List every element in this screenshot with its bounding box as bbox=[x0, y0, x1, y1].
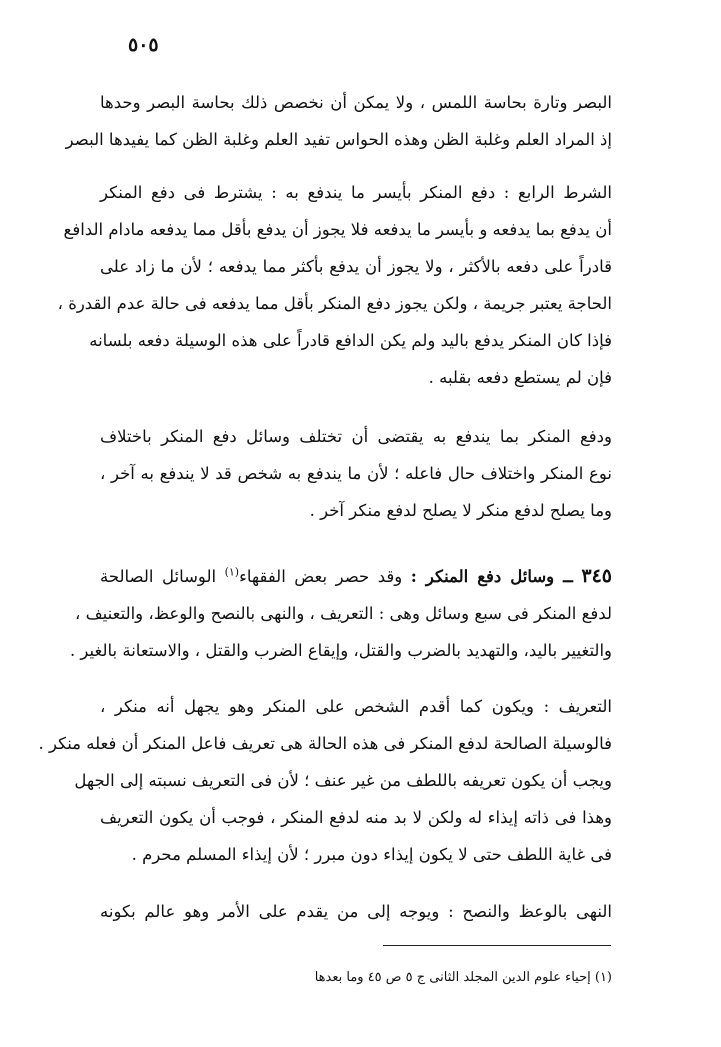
paragraph-means-differ bbox=[100, 418, 612, 529]
text-line: نوع المنكر واختلاف حال فاعله ؛ لأن ما يندفع به شخص قد لا يندفع به آخر ، bbox=[100, 464, 612, 483]
text-line: إذ المراد العلم وغلبة الظن وهذه الحواس تفيد العلم وغلبة الظن كما يفيدها البصر bbox=[65, 130, 612, 149]
footnote: (١) إحياء علوم الدين المجلد الثانى ج ٥ ص ٤٥ وما بعدها bbox=[314, 970, 612, 985]
text-line: فى غاية اللطف حتى لا يكون إيذاء دون مبرر ؛ لأن إيذاء المسلم محرم . bbox=[131, 845, 612, 864]
text-line: النهى بالوعظ والنصح : ويوجه إلى من يقدم على الأمر وهو عالم بكونه bbox=[100, 902, 612, 921]
paragraph-definition bbox=[38, 688, 612, 873]
section-intro-text: وقد حصر بعض الفقهاء bbox=[239, 567, 411, 586]
text-line: والتغيير باليد، والتهديد بالضرب والقتل، وإيقاع الضرب والقتل ، والاستعانة بالغير . bbox=[69, 641, 612, 660]
page-number: ٥٠٥ bbox=[128, 34, 159, 56]
text-line: وما يصلح لدفع منكر لا يصلح لدفع منكر آخر . bbox=[309, 501, 612, 520]
text-line: الشرط الرابع : دفع المنكر بأيسر ما يندفع به : يشترط فى دفع المنكر bbox=[100, 183, 612, 202]
text-line: الحاجة يعتبر جريمة ، ولكن يجوز دفع المنكر بأقل مما يدفعه فى حالة عدم القدرة ، bbox=[57, 294, 612, 313]
text-line: فإذا كان المنكر يدفع باليد ولم يكن الدافع قادراً على هذه الوسيلة دفعه بلسانه bbox=[89, 331, 612, 350]
text-line: ويجب أن يكون تعريفه باللطف من غير عنف ؛ لأن فى التعريف نسبته إلى الجهل bbox=[74, 771, 612, 790]
text-line: البصر وتارة بحاسة اللمس ، ولا يمكن أن نخصص ذلك بحاسة البصر وحدها bbox=[100, 93, 612, 112]
section-intro-tail: الوسائل الصالحة bbox=[100, 567, 225, 586]
paragraph-fourth-condition bbox=[57, 174, 612, 396]
text-line: أن يدفع بما يدفعه و بأيسر ما يدفعه فلا يجوز أن يدفع بأقل مما يدفعه مادام الدافع bbox=[63, 220, 612, 239]
text-line: قادراً على دفعه بالأكثر ، ولا يجوز أن يدفع بأكثر مما يدفعه ؛ لأن ما زاد على bbox=[100, 257, 612, 276]
text-line: لدفع المنكر فى سبع وسائل وهى : التعريف ، والنهى بالنصح والوعظ، والتعنيف ، bbox=[75, 604, 612, 623]
section-heading-line bbox=[100, 558, 612, 595]
text-line: التعريف : ويكون كما أقدم الشخص على المنكر وهو يجهل أنه منكر ، bbox=[100, 697, 612, 716]
text-line: وهذا فى ذاته إيذاء له ولكن لا بد منه لدفع المنكر ، فوجب أن يكون التعريف bbox=[100, 808, 612, 827]
section-title: ــ وسائل دفع المنكر : bbox=[410, 567, 573, 586]
text-line: فالوسيلة الصالحة لدفع المنكر فى هذه الحالة هى تعريف فاعل المنكر أن فعله منكر . bbox=[38, 734, 612, 753]
text-line: ودفع المنكر بما يندفع به يقتضى أن تختلف وسائل دفع المنكر باختلاف bbox=[100, 427, 612, 446]
footnote-divider bbox=[383, 945, 611, 946]
section-345 bbox=[69, 558, 612, 669]
paragraph-continuation bbox=[65, 84, 612, 158]
section-number: ٣٤٥ bbox=[581, 565, 612, 587]
footnote-marker: (١) bbox=[224, 565, 240, 579]
paragraph-admonition bbox=[100, 893, 612, 930]
text-line: فإن لم يستطع دفعه بقلبه . bbox=[428, 368, 612, 387]
